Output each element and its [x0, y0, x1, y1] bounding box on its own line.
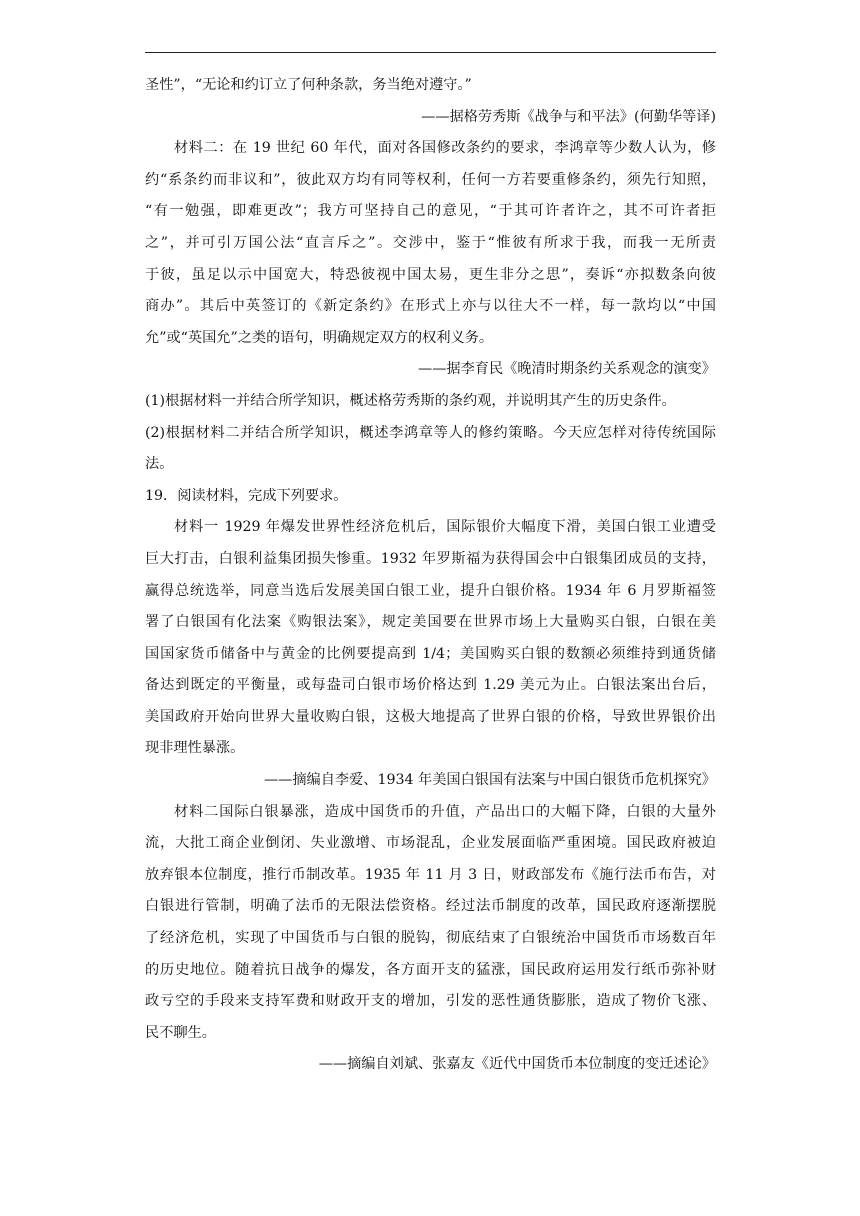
text-line: (2)根据材料二并结合所学知识，概述李鸿章等人的修约策略。今天应怎样对待传统国际 — [145, 424, 716, 441]
text-line: 材料一 1929 年爆发世界性经济危机后，国际银价大幅度下滑，美国白银工业遭受 — [174, 519, 716, 536]
text-line: 约“系条约而非议和”，彼此双方均有同等权利，任何一方若要重修条约，须先行知照， — [145, 171, 716, 188]
text-line: 流，大批工商企业倒闭、失业激增、市场混乱，企业发展面临严重困境。国民政府被迫 — [145, 835, 716, 852]
text-line: 允”或“英国允”之类的语句，明确规定双方的权利义务。 — [145, 329, 494, 346]
question-19-heading: 19．阅读材料，完成下列要求。 — [145, 487, 348, 504]
citation: ——摘编自刘斌、张嘉友《近代中国货币本位制度的变迁述论》 — [318, 1056, 716, 1073]
text-line: 巨大打击，白银利益集团损失惨重。1932 年罗斯福为获得国会中白银集团成员的支持， — [145, 550, 716, 567]
text-line: 了经济危机，实现了中国货币与白银的脱钩，彻底结束了白银统治中国货币市场数百年 — [145, 930, 716, 947]
q19-material-2-paragraph — [145, 797, 716, 1050]
text-line: 圣性”，“无论和约订立了何种条款，务当绝对遵守。” — [145, 77, 472, 93]
text-line: 商办”。其后中英签订的《新定条约》在形式上亦与以往大不一样，每一款均以“中国 — [145, 298, 716, 315]
text-line: 之”，并可引万国公法“直言斥之”。交涉中，鉴于“惟彼有所求于我，而我一无所责 — [145, 234, 716, 251]
text-line: 现非理性暴涨。 — [145, 740, 245, 757]
text-line: 署了白银国有化法案《购银法案》，规定美国要在世界市场上大量购买白银，白银在美 — [145, 614, 716, 631]
citation: ——摘编自李爱、1934 年美国白银国有法案与中国白银货币危机探究》 — [263, 772, 716, 789]
material-2-paragraph — [145, 133, 716, 354]
text-line: 美国政府开始向世界大量收购白银，这极大地提高了世界白银的价格，导致世界银价出 — [145, 708, 716, 725]
text-line: 备达到既定的平衡量，或每盎司白银市场价格达到 1.29 美元为止。白银法案出台后， — [145, 677, 716, 694]
text-line: 材料二国际白银暴涨，造成中国货币的升值，产品出口的大幅下降，白银的大量外 — [174, 803, 716, 820]
text-line: 于彼，虽足以示中国宽大，特恐彼视中国太易，更生非分之思”，奏诉“亦拟数条向彼 — [145, 266, 716, 283]
text-line: 的历史地位。随着抗日战争的爆发，各方面开支的猛涨，国民政府运用发行纸币弥补财 — [145, 961, 716, 978]
text-line: 放弃银本位制度，推行币制改革。1935 年 11 月 3 日，财政部发布《施行法币布告，对 — [145, 866, 716, 883]
question-1: (1)根据材料一并结合所学知识，概述格劳秀斯的条约观，并说明其产生的历史条件。 — [145, 392, 676, 409]
header-rule — [145, 52, 716, 53]
text-line: 国国家货币储备中与黄金的比例要提高到 1/4；美国购买白银的数额必须维持到通货储 — [145, 645, 716, 662]
text-line: 白银进行管制，明确了法币的无限法偿资格。经过法币制度的改革，国民政府逐渐摆脱 — [145, 898, 716, 915]
text-line: 材料二：在 19 世纪 60 年代，面对各国修改条约的要求，李鸿章等少数人认为，修 — [174, 140, 716, 157]
text-line: 法。 — [145, 456, 174, 473]
question-2 — [145, 418, 716, 481]
text-line: 赢得总统选举，同意当选后发展美国白银工业，提升白银价格。1934 年 6 月罗斯福签 — [145, 582, 716, 599]
text-line: 民不聊生。 — [145, 1024, 216, 1041]
citation: ——据李育民《晚清时期条约关系观念的演变》 — [418, 361, 716, 378]
page-content — [145, 70, 716, 1081]
text-line: “有一勉强，即难更改”；我方可坚持自己的意见，“于其可许者许之，其不可许者拒 — [145, 203, 716, 220]
q19-material-1-paragraph — [145, 512, 716, 765]
citation: ——据格劳秀斯《战争与和平法》(何勤华等译) — [421, 108, 716, 125]
text-line: 政亏空的手段来支持军费和财政开支的增加，引发的恶性通货膨胀，造成了物价飞涨、 — [145, 993, 716, 1010]
